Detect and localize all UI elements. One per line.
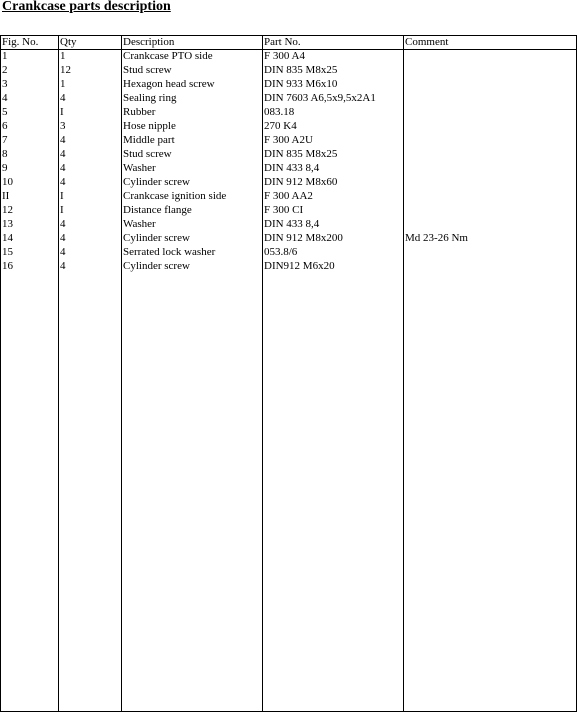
table-row [1, 50, 577, 65]
cell-qty: 4 [59, 134, 122, 148]
cell-description: Cylinder screw [122, 260, 263, 274]
cell-description: Rubber [122, 106, 263, 120]
cell-description: Hose nipple [122, 120, 263, 134]
cell-qty: 4 [59, 246, 122, 260]
filler-cell [1, 274, 59, 712]
cell-comment [404, 92, 577, 106]
cell-part-no: DIN 433 8,4 [263, 218, 404, 232]
cell-comment [404, 148, 577, 162]
table-row [1, 92, 577, 106]
cell-qty: 1 [59, 78, 122, 92]
cell-fig-no: II [1, 190, 59, 204]
cell-description: Cylinder screw [122, 232, 263, 246]
cell-description: Serrated lock washer [122, 246, 263, 260]
table-row [1, 176, 577, 190]
cell-qty: 4 [59, 260, 122, 274]
cell-qty: I [59, 204, 122, 218]
cell-part-no: F 300 A4 [263, 50, 404, 65]
cell-part-no: DIN 835 M8x25 [263, 148, 404, 162]
cell-qty: 4 [59, 176, 122, 190]
table-row [1, 246, 577, 260]
cell-comment [404, 134, 577, 148]
cell-part-no: 083.18 [263, 106, 404, 120]
cell-comment [404, 246, 577, 260]
cell-fig-no: 12 [1, 204, 59, 218]
cell-part-no: DIN 912 M8x200 [263, 232, 404, 246]
cell-fig-no: 5 [1, 106, 59, 120]
cell-description: Crankcase ignition side [122, 190, 263, 204]
cell-comment [404, 190, 577, 204]
header-row [1, 36, 577, 50]
table-row [1, 148, 577, 162]
cell-qty: 12 [59, 64, 122, 78]
cell-fig-no: 4 [1, 92, 59, 106]
cell-description: Stud screw [122, 64, 263, 78]
cell-description: Washer [122, 162, 263, 176]
parts-table-body [1, 50, 577, 712]
cell-comment [404, 162, 577, 176]
cell-comment [404, 260, 577, 274]
cell-description: Crankcase PTO side [122, 50, 263, 65]
cell-description: Sealing ring [122, 92, 263, 106]
cell-comment [404, 64, 577, 78]
cell-fig-no: 2 [1, 64, 59, 78]
filler-cell [122, 274, 263, 712]
table-row [1, 260, 577, 274]
cell-comment [404, 218, 577, 232]
cell-comment [404, 204, 577, 218]
cell-qty: 4 [59, 232, 122, 246]
cell-fig-no: 13 [1, 218, 59, 232]
table-row [1, 204, 577, 218]
cell-part-no: DIN912 M6x20 [263, 260, 404, 274]
table-row [1, 120, 577, 134]
cell-comment [404, 176, 577, 190]
parts-table [0, 35, 577, 712]
cell-description: Washer [122, 218, 263, 232]
cell-fig-no: 14 [1, 232, 59, 246]
table-row [1, 218, 577, 232]
cell-description: Hexagon head screw [122, 78, 263, 92]
cell-comment [404, 78, 577, 92]
cell-part-no: DIN 433 8,4 [263, 162, 404, 176]
table-row [1, 78, 577, 92]
table-row [1, 232, 577, 246]
cell-fig-no: 7 [1, 134, 59, 148]
cell-fig-no: 6 [1, 120, 59, 134]
cell-fig-no: 1 [1, 50, 59, 65]
header-fig-no: Fig. No. [1, 36, 59, 50]
cell-part-no: 053.8/6 [263, 246, 404, 260]
filler-cell [263, 274, 404, 712]
cell-comment: Md 23-26 Nm [404, 232, 577, 246]
header-part-no: Part No. [263, 36, 404, 50]
cell-description: Distance flange [122, 204, 263, 218]
cell-part-no: 270 K4 [263, 120, 404, 134]
cell-qty: 3 [59, 120, 122, 134]
header-description: Description [122, 36, 263, 50]
cell-description: Stud screw [122, 148, 263, 162]
table-row [1, 64, 577, 78]
cell-part-no: F 300 AA2 [263, 190, 404, 204]
cell-comment [404, 106, 577, 120]
cell-qty: 4 [59, 148, 122, 162]
table-row [1, 106, 577, 120]
table-filler-row [1, 274, 577, 712]
cell-description: Cylinder screw [122, 176, 263, 190]
cell-qty: 4 [59, 218, 122, 232]
cell-part-no: F 300 CI [263, 204, 404, 218]
parts-table-header [1, 36, 577, 50]
cell-qty: 4 [59, 162, 122, 176]
cell-description: Middle part [122, 134, 263, 148]
cell-qty: I [59, 190, 122, 204]
page-title: Crankcase parts description [2, 0, 171, 14]
filler-cell [59, 274, 122, 712]
cell-part-no: DIN 835 M8x25 [263, 64, 404, 78]
filler-cell [404, 274, 577, 712]
table-row [1, 190, 577, 204]
cell-part-no: DIN 933 M6x10 [263, 78, 404, 92]
cell-fig-no: 9 [1, 162, 59, 176]
cell-fig-no: 8 [1, 148, 59, 162]
header-comment: Comment [404, 36, 577, 50]
cell-part-no: DIN 7603 A6,5x9,5x2A1 [263, 92, 404, 106]
header-qty: Qty [59, 36, 122, 50]
cell-part-no: DIN 912 M8x60 [263, 176, 404, 190]
table-row [1, 134, 577, 148]
cell-part-no: F 300 A2U [263, 134, 404, 148]
cell-fig-no: 16 [1, 260, 59, 274]
cell-fig-no: 15 [1, 246, 59, 260]
cell-qty: I [59, 106, 122, 120]
cell-comment [404, 120, 577, 134]
cell-fig-no: 3 [1, 78, 59, 92]
cell-comment [404, 50, 577, 65]
cell-qty: 1 [59, 50, 122, 65]
cell-fig-no: 10 [1, 176, 59, 190]
table-row [1, 162, 577, 176]
cell-qty: 4 [59, 92, 122, 106]
